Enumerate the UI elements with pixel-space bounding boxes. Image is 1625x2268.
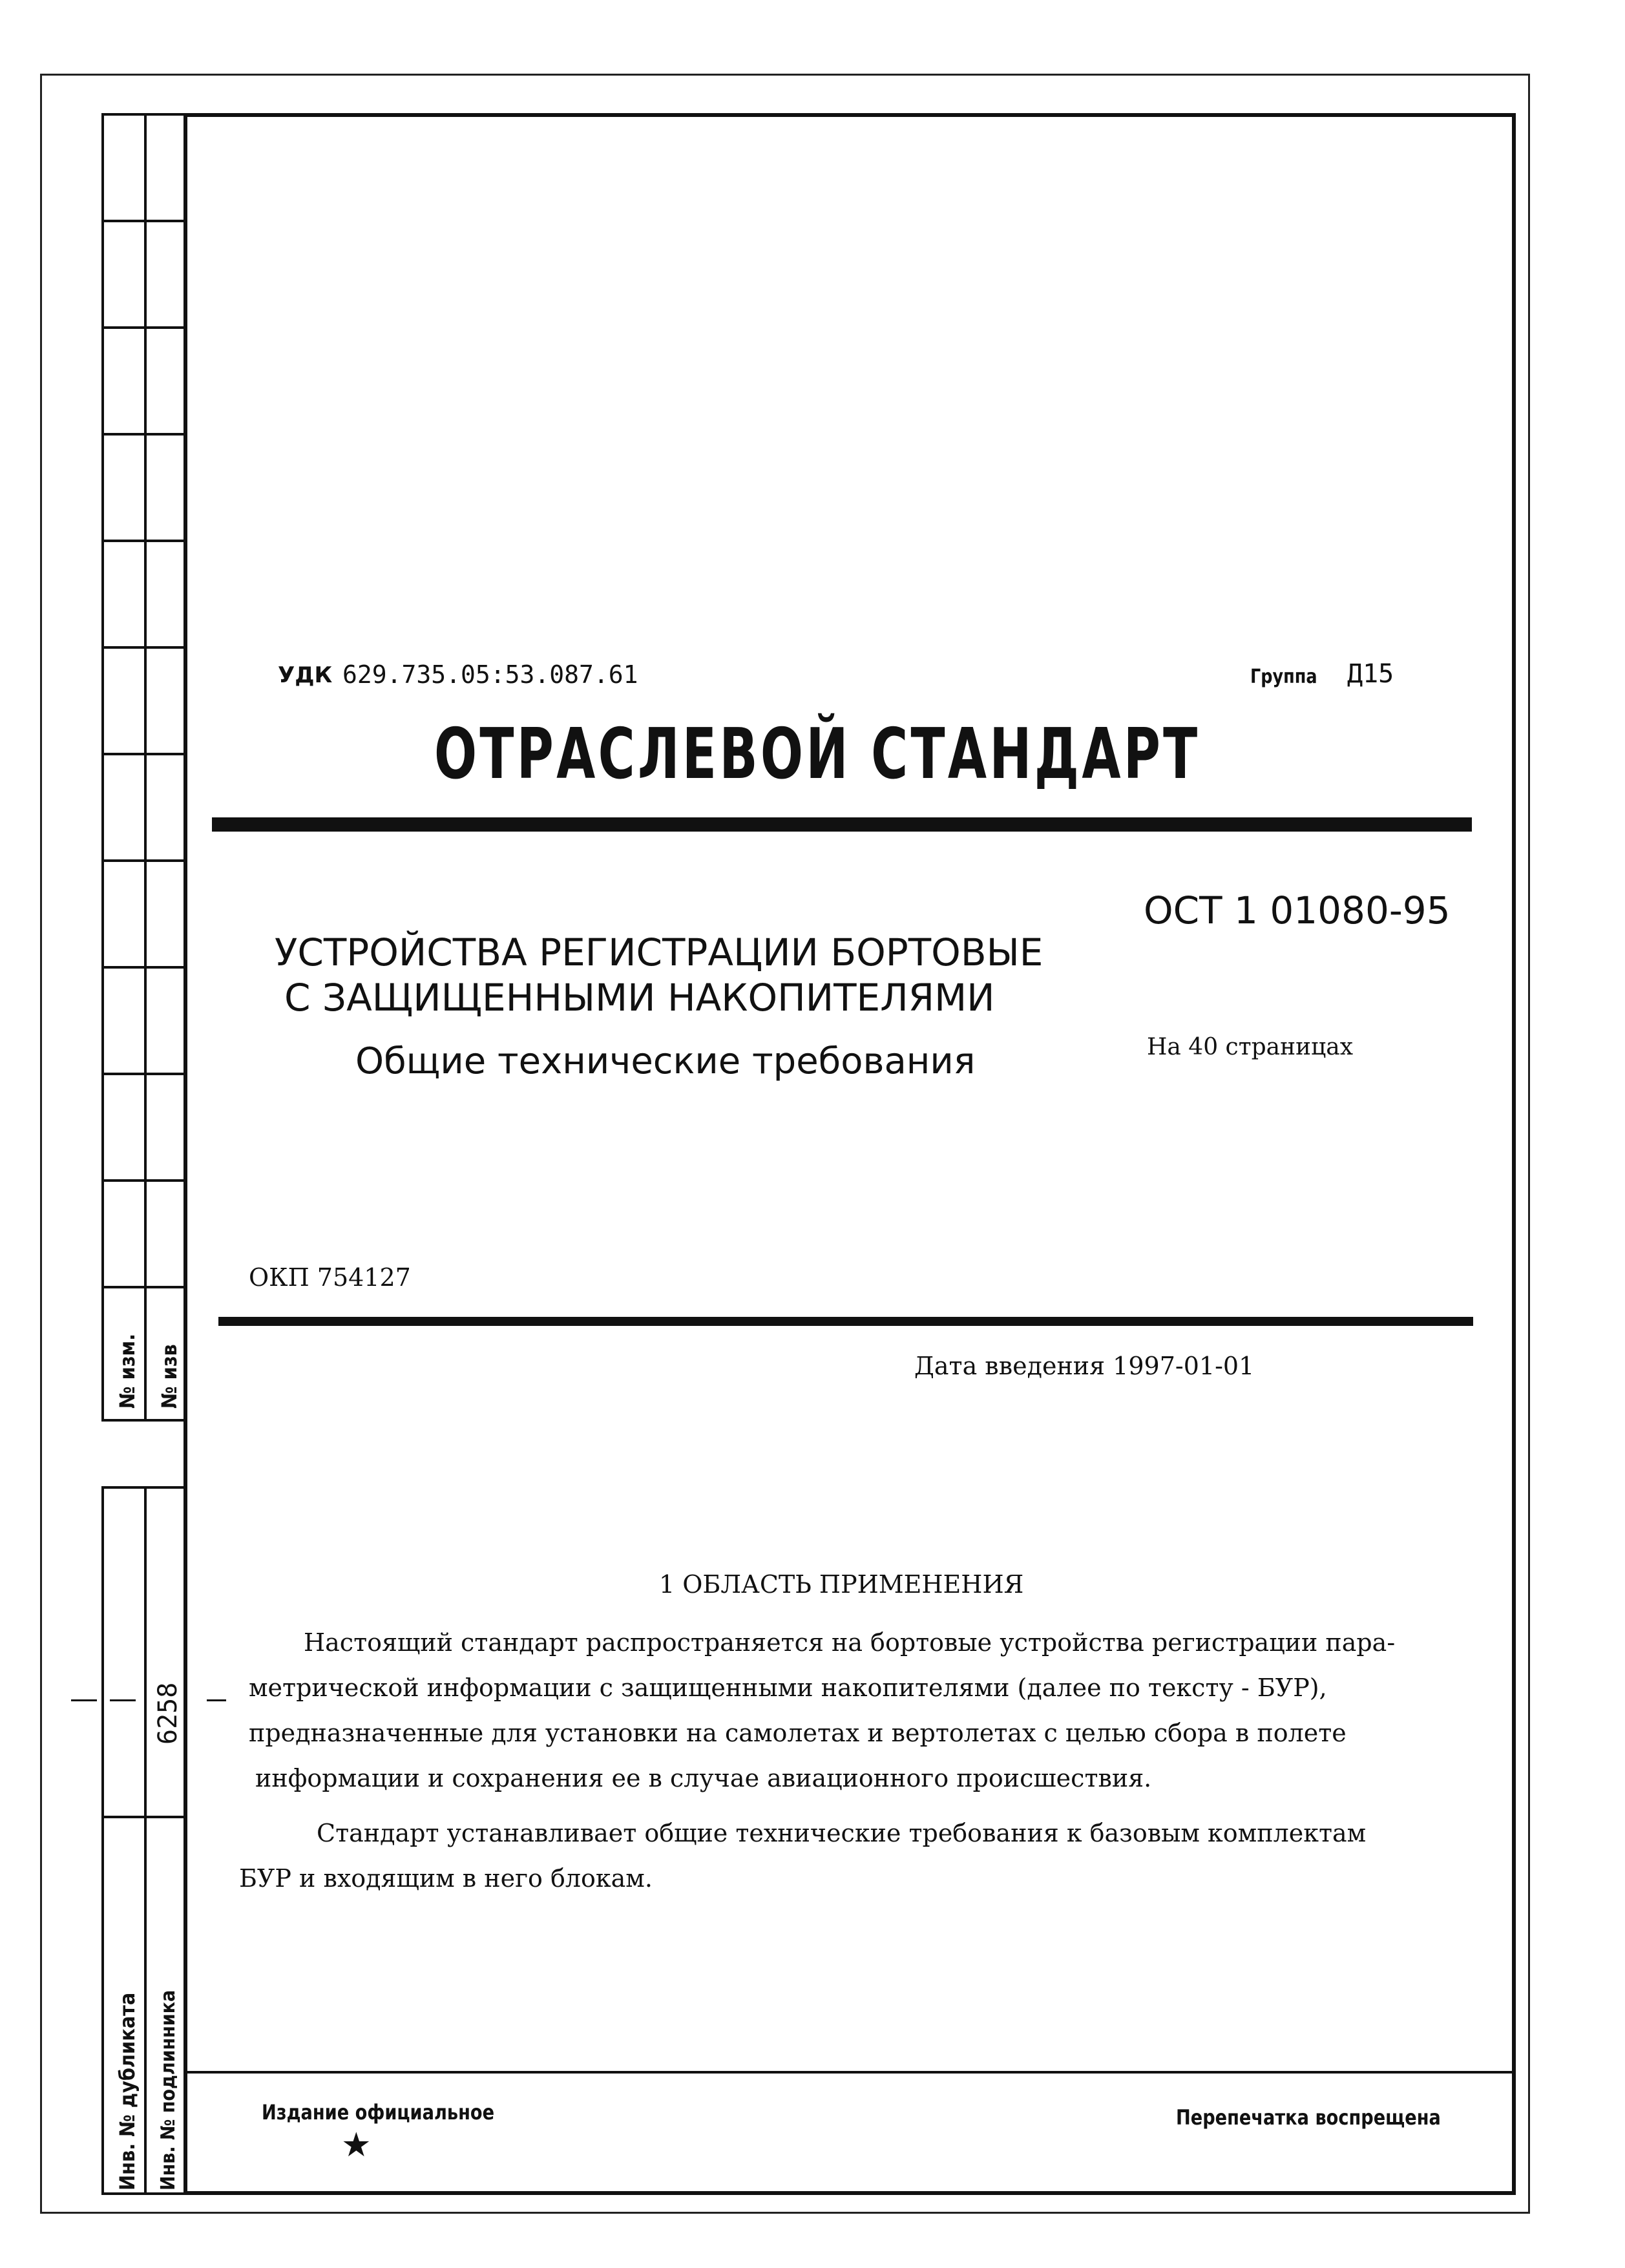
standard-title: ОТРАСЛЕВОЙ СТАНДАРТ	[434, 714, 1200, 795]
body-line-6: БУР и входящим в него блокам.	[239, 1864, 653, 1893]
udk-label: УДК	[278, 662, 333, 688]
okp-code: ОКП 754127	[249, 1263, 411, 1292]
doc-title-line1: УСТРОЙСТВА РЕГИСТРАЦИИ БОРТОВЫЕ	[275, 930, 1043, 974]
group-label: Группа	[1250, 666, 1317, 688]
izv-label: № изв	[157, 1344, 182, 1409]
inv-podl-label: Инв. № подлинника	[157, 1990, 180, 2190]
reprint-prohibited: Перепечатка воспрещена	[1176, 2105, 1441, 2130]
star-icon: ★	[341, 2126, 372, 2165]
ost-code: ОСТ 1 01080-95	[1144, 888, 1451, 932]
group-value: Д15	[1347, 659, 1394, 689]
izm-label: № изм.	[115, 1333, 140, 1409]
page-count: На 40 страницах	[1147, 1034, 1354, 1060]
inv-dubl-label: Инв. № дубликата	[115, 1992, 140, 2190]
doc-title-line2: С ЗАЩИЩЕННЫМИ НАКОПИТЕЛЯМИ	[284, 976, 995, 1020]
official-edition: Издание официальное	[262, 2100, 495, 2125]
body-line-5: Стандарт устанавливает общие технические требования к базовым комплектам	[317, 1819, 1367, 1847]
footer-rule	[187, 2071, 1512, 2074]
udk-value: 629.735.05:53.087.61	[342, 660, 638, 689]
doc-subtitle: Общие технические требования	[355, 1040, 976, 1082]
body-line-3: предназначенные для установки на самолетах и вертолетах с целью сбора в полете	[249, 1719, 1347, 1747]
intro-date: Дата введения 1997-01-01	[914, 1352, 1255, 1380]
body-line-1: Настоящий стандарт распространяется на бортовые устройства регистрации пара-	[304, 1628, 1396, 1657]
inv-podl-value: 6258	[153, 1682, 183, 1745]
bottom-rule	[218, 1317, 1473, 1326]
section-heading: 1 ОБЛАСТЬ ПРИМЕНЕНИЯ	[659, 1570, 1024, 1599]
body-line-4: информации и сохранения ее в случае авиационного происшествия.	[255, 1764, 1152, 1792]
top-rule	[212, 817, 1472, 832]
body-line-2: метрической информации с защищенными накопителями (далее по тексту - БУР),	[249, 1674, 1327, 1702]
